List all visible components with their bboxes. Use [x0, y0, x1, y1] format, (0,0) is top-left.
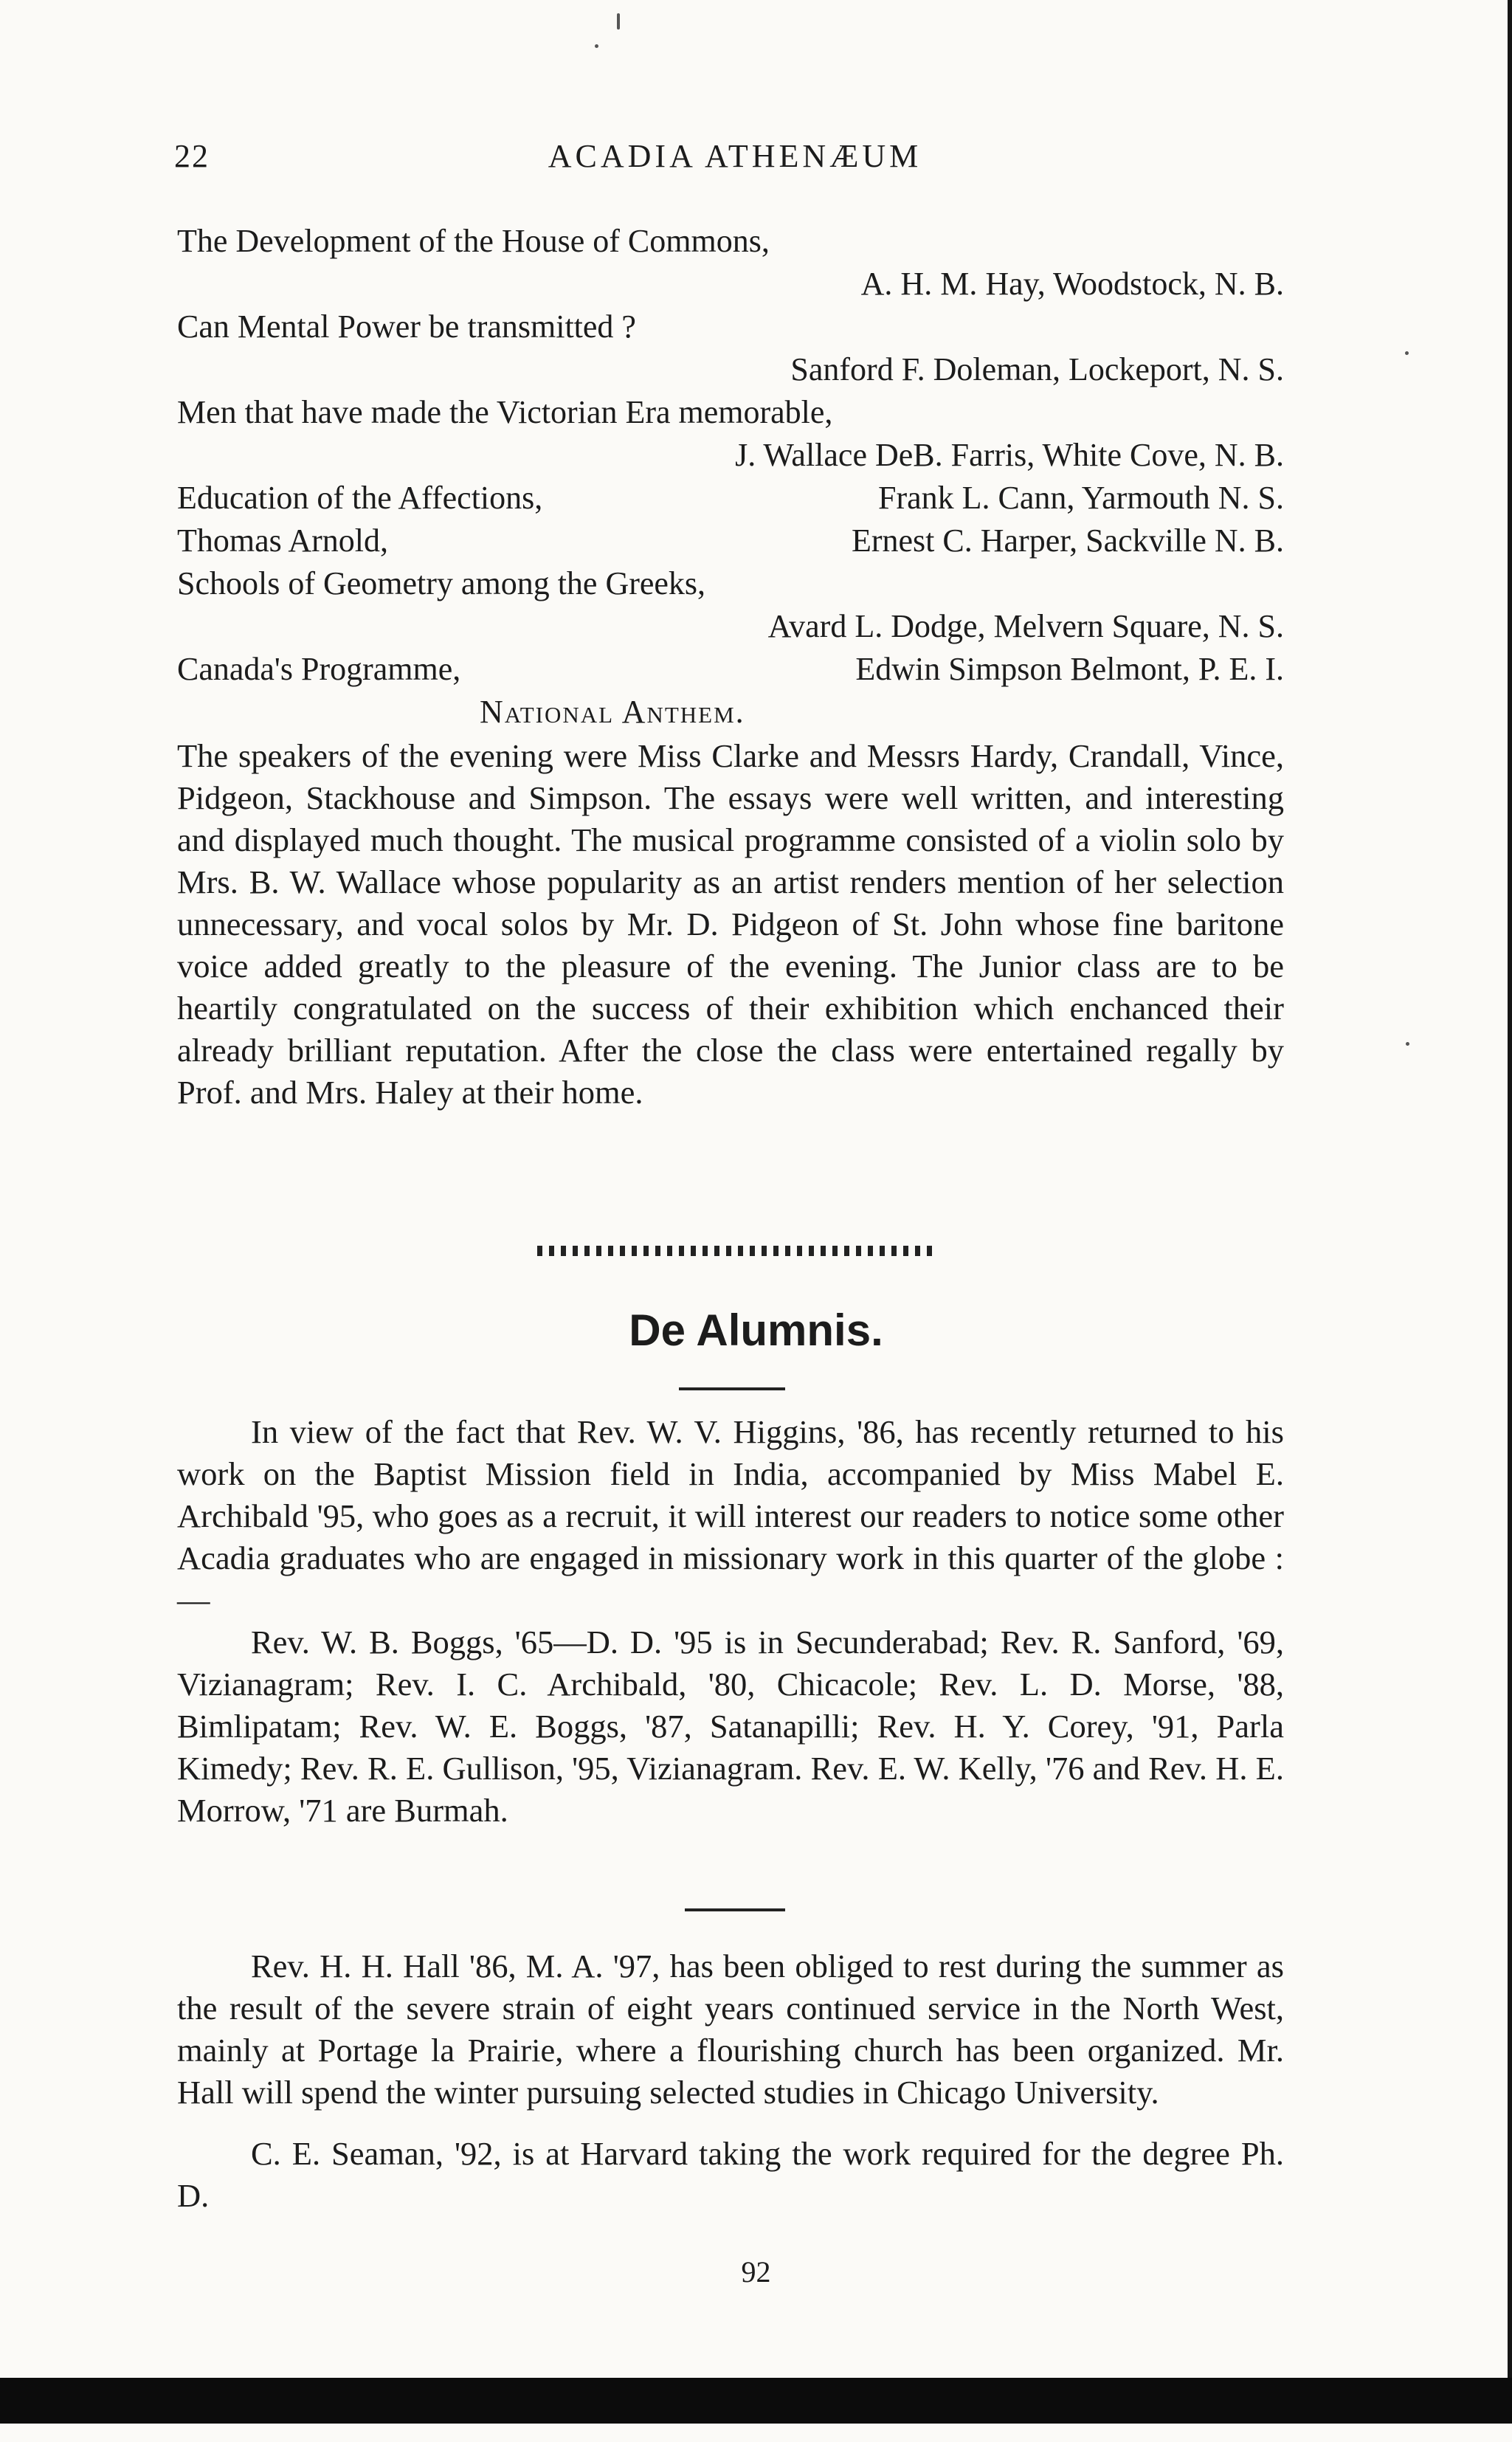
essay-speaker: A. H. M. Hay, Woodstock, N. B.: [860, 266, 1284, 302]
section-title: De Alumnis.: [629, 1305, 883, 1355]
alumni-paragraph: Rev. H. H. Hall '86, M. A. '97, has been obliged to rest during the summer as the result of the severe strain of eight years continued service in the North West, mainly at Portage la Prairie, where a flourishing church has been organized. Mr. Hall will spend the winter pursuing selected studies in Chicago University.: [177, 1948, 1284, 2111]
alumni-paragraph: C. E. Seaman, '92, is at Harvard taking the work required for the degree Ph. D.: [177, 2135, 1284, 2214]
scan-bottom-edge: [0, 2378, 1512, 2424]
essay-title: Men that have made the Victorian Era memorable,: [177, 394, 833, 430]
essay-speaker: Avard L. Dodge, Melvern Square, N. S.: [767, 608, 1284, 644]
scan-speck: [1405, 351, 1409, 355]
alumni-paragraph: In view of the fact that Rev. W. V. Higgins, '86, has recently returned to his work on the Baptist Mission field in India, accompanied by Miss Mabel E. Archibald '95, who goes as a recruit, it will interest our readers to notice some other Acadia graduates who are engaged in missionary work in this quarter of the globe :—: [177, 1413, 1284, 1618]
running-title: ACADIA ATHENÆUM: [548, 138, 922, 174]
alumni-section-continued: [177, 1945, 1284, 2217]
alumni-section: [177, 1411, 1284, 1832]
essay-speaker: Edwin Simpson Belmont, P. E. I.: [855, 651, 1284, 687]
program-entry: [177, 562, 1284, 648]
program-entry: [177, 648, 1284, 691]
section-rule: [685, 1908, 785, 1911]
essay-title: The Development of the House of Commons,: [177, 223, 770, 259]
scan-speck: [617, 13, 620, 30]
scan-edge-line: [1508, 0, 1512, 2391]
essay-title: Can Mental Power be transmitted ?: [177, 308, 636, 345]
essay-speaker: Sanford F. Doleman, Lockeport, N. S.: [790, 351, 1284, 387]
national-anthem: National Anthem.: [480, 694, 745, 730]
closing-paragraph: The speakers of the evening were Miss Clarke and Messrs Hardy, Crandall, Vince, Pidgeon, Stackhouse and Simpson. The essays were well written, and interesting and displayed much thought. The musical programme consisted of a violin solo by Mrs. B. W. Wallace whose popularity as an artist renders mention of her selection unnecessary, and vocal solos by Mr. D. Pidgeon of St. John whose fine baritone voice added greatly to the pleasure of the evening. The Junior class are to be heartily congratulated on the success of their exhibition which enchanced their already brilliant reputation. After the close the class were entertained regally by Prof. and Mrs. Haley at their home.: [177, 737, 1284, 1111]
program-entry: [177, 220, 1284, 306]
ornamental-divider: [537, 1246, 936, 1256]
scan-speck: [595, 44, 598, 48]
essay-speaker: Frank L. Cann, Yarmouth N. S.: [877, 480, 1284, 516]
program-entry: [177, 520, 1284, 562]
program-list: [177, 220, 1284, 1114]
page-number: 22: [174, 138, 210, 174]
program-entry: [177, 391, 1284, 477]
essay-title: Education of the Affections,: [177, 480, 543, 516]
program-entry: [177, 477, 1284, 520]
essay-title: Canada's Programme,: [177, 651, 461, 687]
essay-title: Thomas Arnold,: [177, 522, 388, 559]
essay-speaker: J. Wallace DeB. Farris, White Cove, N. B.: [735, 437, 1284, 473]
essay-speaker: Ernest C. Harper, Sackville N. B.: [852, 522, 1284, 559]
page-header: [174, 137, 1296, 182]
alumni-paragraph: Rev. W. B. Boggs, '65—D. D. '95 is in Secunderabad; Rev. R. Sanford, '69, Vizianagram; Rev. I. C. Archibald, '80, Chicacole; Rev. L. D. Morse, '88, Bimlipatam; Rev. W. E. Boggs, '87, Satanapilli; Rev. H. Y. Corey, '91, Parla Kimedy; Rev. R. E. Gullison, '95, Vizianagram. Rev. E. W. Kelly, '76 and Rev. H. E. Morrow, '71 are Burmah.: [177, 1624, 1284, 1829]
title-rule: [679, 1387, 785, 1390]
program-entry: [177, 306, 1284, 391]
folio-number: 92: [741, 2255, 771, 2288]
essay-title: Schools of Geometry among the Greeks,: [177, 565, 706, 601]
scan-speck: [1406, 1042, 1409, 1046]
